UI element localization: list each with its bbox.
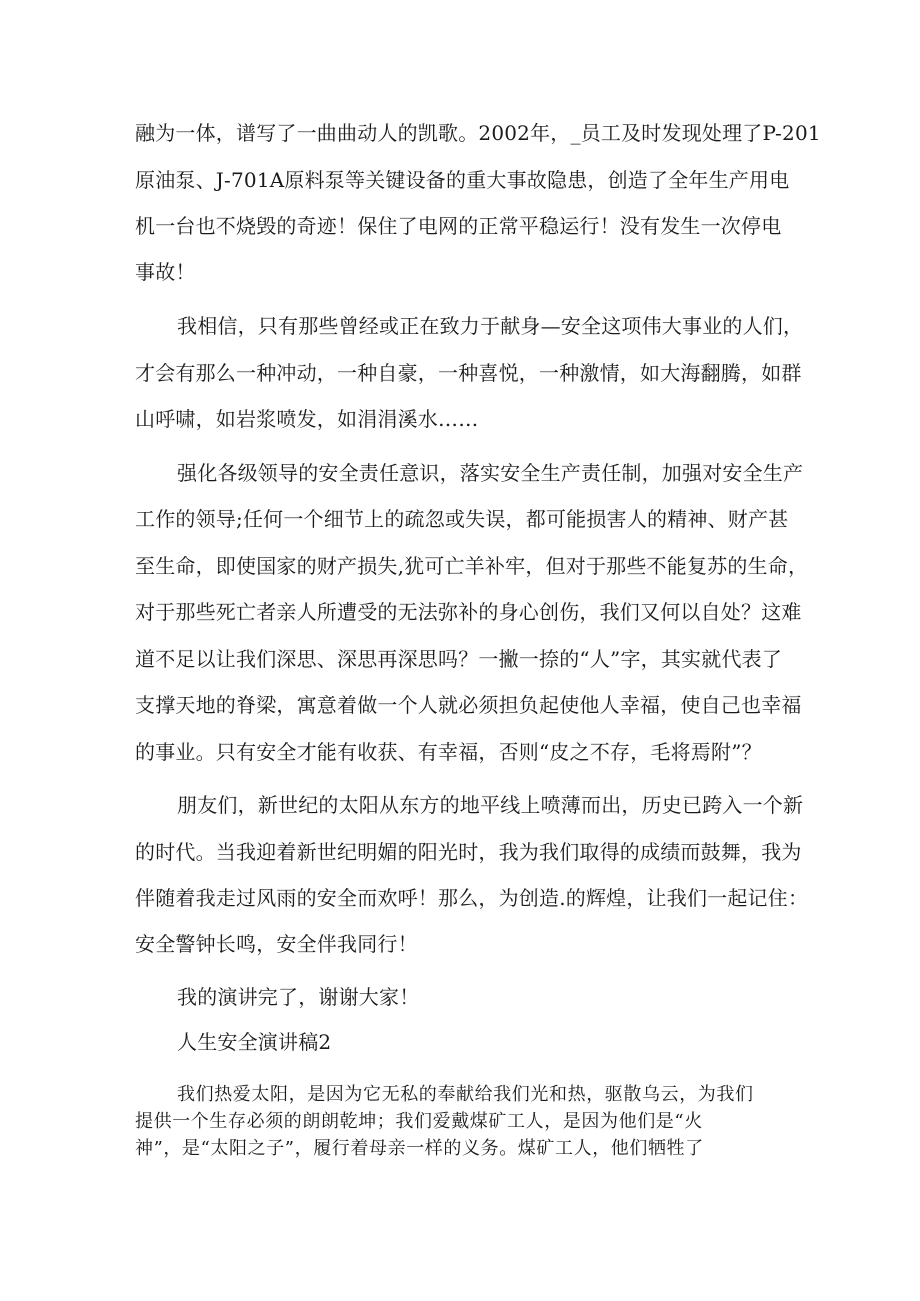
text-line: 机一台也不烧毁的奇迹！保住了电网的正常平稳运行！没有发生一次停电 (135, 214, 782, 238)
text-line: 对于那些死亡者亲人所遭受的无法弥补的身心创伤，我们又何以自处？这难 (135, 600, 802, 624)
text-line: 支撑天地的脊梁，寓意着做一个人就必须担负起使他人幸福，使自己也幸福 (135, 693, 802, 717)
text-line: 我们热爱太阳，是因为它无私的奉献给我们光和热，驱散乌云，为我们 (177, 1084, 754, 1105)
text-line: 事故！ (135, 260, 196, 284)
text-line: 融为一体，谱写了一曲曲动人的凯歌。2002年，_员工及时发现处理了P-201 (135, 121, 821, 145)
text-line: 原油泵、J-701A原料泵等关键设备的重大事故隐患，创造了全年生产用电 (135, 168, 790, 192)
text-line: 神”，是“太阳之子”，履行着母亲一样的义务。煤矿工人，他们牺牲了 (135, 1138, 704, 1159)
text-line: 道不足以让我们深思、深思再深思吗？一撇一捺的“人”字，其实就代表了 (135, 647, 783, 671)
text-line: 的时代。当我迎着新世纪明媚的阳光时，我为我们取得的成绩而鼓舞，我为 (135, 840, 802, 864)
text-line: 我的演讲完了，谢谢大家！ (177, 985, 420, 1009)
text-line: 提供一个生存必须的朗朗乾坤；我们爱戴煤矿工人，是因为他们是“火 (135, 1111, 703, 1132)
text-line: 至生命，即使国家的财产损失,犹可亡羊补牢，但对于那些不能复苏的生命， (135, 554, 809, 578)
text-line: 才会有那么一种冲动，一种自豪，一种喜悦，一种激情，如大海翻腾，如群 (135, 361, 802, 385)
text-line: 伴随着我走过风雨的安全而欢呼！那么，为创造.的辉煌，让我们一起记住： (135, 886, 809, 910)
section-heading: 人生安全演讲稿2 (177, 1030, 332, 1054)
text-line: 的事业。只有安全才能有收获、有幸福，否则“皮之不存，毛将焉附”？ (135, 740, 762, 764)
text-line: 安全警钟长鸣，安全伴我同行！ (135, 932, 418, 956)
text-line: 强化各级领导的安全责任意识，落实安全生产责任制，加强对安全生产 (177, 461, 804, 485)
text-line: 工作的领导;任何一个细节上的疏忽或失误，都可能损害人的精神、财产甚 (135, 507, 789, 531)
text-line: 朋友们，新世纪的太阳从东方的地平线上喷薄而出，历史已跨入一个新 (177, 793, 804, 817)
text-line: 我相信，只有那些曾经或正在致力于献身—安全这项伟大事业的人们， (177, 314, 804, 338)
text-line: 山呼啸，如岩浆喷发，如涓涓溪水…… (135, 407, 479, 431)
